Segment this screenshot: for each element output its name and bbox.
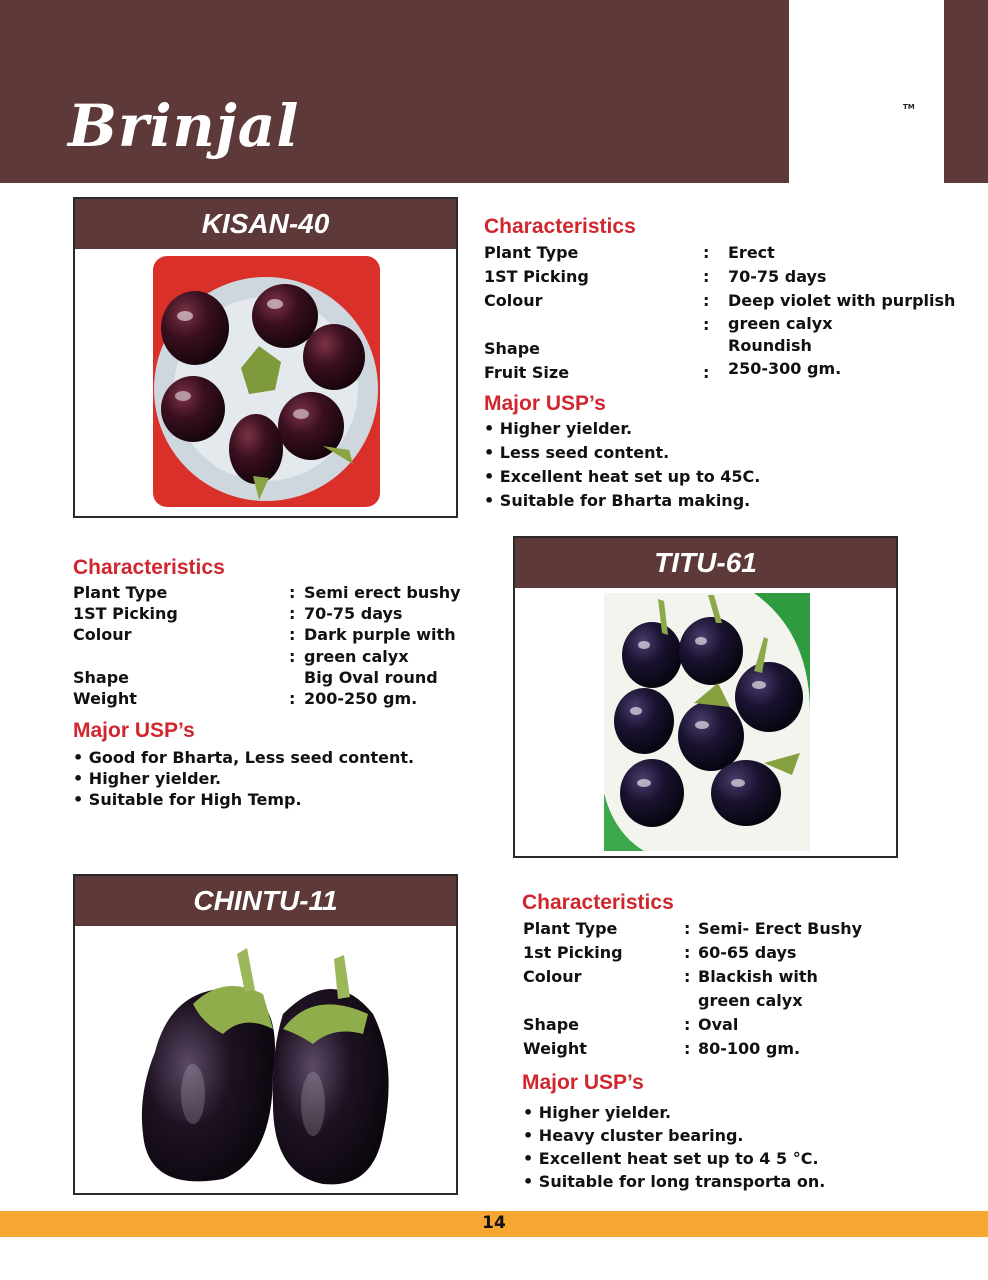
page-number: 14 [482,1213,506,1233]
variety-card-titu-61 [513,536,898,858]
usp-item: • Suitable for long transporta on. [523,1172,826,1191]
kisan-40-photo [153,256,380,507]
row-value: Semi erect bushy [304,583,461,602]
row-colon: : [289,604,296,623]
variety-card-kisan-40 [73,197,458,518]
row-label: Plant Type [523,919,618,938]
usp-item: • Suitable for High Temp. [73,790,302,809]
row-label: Shape [484,339,541,358]
kisan-usp-heading: Major USP’s [484,392,606,415]
row-colon: : [684,919,691,938]
titu-61-photo [604,593,810,851]
header-banner [0,0,988,183]
row-label: Fruit Size [484,363,570,382]
row-value: 70-75 days [304,604,403,623]
row-value: green calyx [698,991,803,1010]
chintu-characteristics-heading: Characteristics [522,891,674,914]
chintu-usp-heading: Major USP’s [522,1071,644,1094]
row-value: Deep violet with purplish [728,291,956,310]
row-colon: : [289,583,296,602]
row-label: Plant Type [484,243,579,262]
row-value: Blackish with [698,967,818,986]
row-colon: : [703,363,710,382]
row-colon: : [703,243,710,262]
variety-name: TITU-61 [515,538,896,588]
logo-area [789,0,944,183]
row-value: Semi- Erect Bushy [698,919,863,938]
usp-item: • Excellent heat set up to 4 5 °C. [523,1149,819,1168]
row-value: Oval [698,1015,739,1034]
row-label: 1ST Picking [73,604,178,623]
row-colon: : [703,267,710,286]
row-label: 1ST Picking [484,267,589,286]
row-value: 70-75 days [728,267,827,286]
row-colon: : [703,315,710,334]
variety-name: KISAN-40 [75,199,456,249]
page-title: Brinjal [68,92,300,160]
row-value: Big Oval round [304,668,438,687]
row-colon: : [684,1015,691,1034]
variety-name: CHINTU-11 [75,876,456,926]
row-colon: : [684,967,691,986]
row-label: Colour [73,625,132,644]
row-value: 80-100 gm. [698,1039,801,1058]
usp-item: • Good for Bharta, Less seed content. [73,748,415,767]
row-label: Colour [523,967,582,986]
row-colon: : [684,1039,691,1058]
row-label: Plant Type [73,583,168,602]
row-label: Colour [484,291,543,310]
trademark-mark: TM [903,103,915,111]
row-value: Dark purple with [304,625,456,644]
usp-item: • Less seed content. [484,443,670,462]
usp-item: • Higher yielder. [484,419,633,438]
row-colon: : [289,625,296,644]
kisan-characteristics-heading: Characteristics [484,215,636,238]
row-value: Roundish [728,336,812,355]
row-value: 60-65 days [698,943,797,962]
usp-item: • Higher yielder. [73,769,222,788]
row-value: Erect [728,243,775,262]
row-label: Shape [73,668,130,687]
row-label: Weight [73,689,137,708]
row-colon: : [289,647,296,666]
row-value: green calyx [728,314,833,333]
usp-item: • Suitable for Bharta making. [484,491,751,510]
row-colon: : [684,943,691,962]
usp-item: • Higher yielder. [523,1103,672,1122]
row-value: green calyx [304,647,409,666]
row-value: 250-300 gm. [728,359,842,378]
usp-item: • Excellent heat set up to 45C. [484,467,761,486]
row-value: 200-250 gm. [304,689,418,708]
row-label: Weight [523,1039,587,1058]
chintu-11-photo [133,934,403,1192]
row-label: Shape [523,1015,580,1034]
row-colon: : [289,689,296,708]
usp-item: • Heavy cluster bearing. [523,1126,744,1145]
row-colon: : [703,291,710,310]
titu-characteristics-heading: Characteristics [73,556,225,579]
titu-usp-heading: Major USP’s [73,719,195,742]
variety-card-chintu-11 [73,874,458,1195]
row-label: 1st Picking [523,943,623,962]
